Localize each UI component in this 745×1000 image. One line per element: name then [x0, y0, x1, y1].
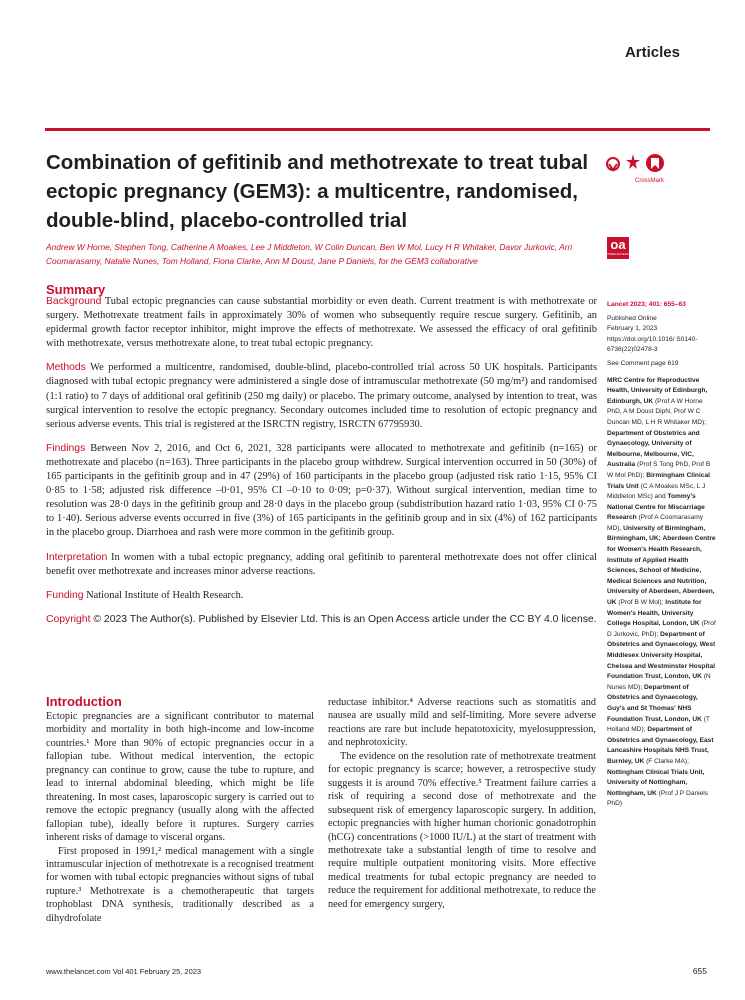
hand-icon [607, 158, 619, 170]
intro-column-left [46, 710, 314, 925]
header-rule [45, 128, 710, 131]
crossmark-icon[interactable] [646, 154, 664, 172]
published-label: Published Online [607, 314, 657, 322]
paragraph: Ectopic pregnancies are a significant contributor to maternal morbidity and mortality in both high-income and low-income countries.¹ More than 90% of ectopic pregnancies occur in a fallopian tube. Without medical intervention, the ectopic pregnancy can continue to grow, cause the tube to rupture, and lead to internal abdominal bleeding, which might be life threatening. In most cases, laparoscopic surgery is carried out to remove the ectopic pregnancy (usually along with the affected fallopian tube), ideally before it ruptures. Surgery carries inherent risks of damage to visceral organs. [46, 711, 314, 844]
page-number: 655 [692, 966, 707, 976]
oa-text: oa [610, 237, 626, 252]
funding-label: Funding [46, 589, 84, 601]
affiliations: MRC Centre for Reproductive Health, University of Edinburgh, Edinburgh, UK (Prof A W Horne PhD, A M Doust DipN, Prof W C Duncan MD, L H R Whitaker MD); Department of Obstetrics and Gynaecology, University of Melbourne, Melbourne, VIC, Australia (Prof S Tong PhD, Prof B W Mol PhD); Birmingham Clinical Trials Unit (C A Moakes MSc, L J Middleton MSc) and Tommy's National Centre for Miscarriage Research (Prof A Coomarasamy MD), University of Birmingham, Birmingham, UK; Aberdeen Centre for Women's Health Research, Institute of Applied Health Sciences, School of Medicine, Medical Sciences and Nutrition, University of Aberdeen, Aberdeen, UK (Prof B W Mol); Institute for Women's Health, University College Hospital, London, UK (Prof D Jurkovic, PhD); Department of Obstetrics and Gynaecology, West Middlesex University Hospital, Chelsea and Westminster Hospital Foundation Trust, London, UK (N Nunes MD); Department of Obstetrics and Gynaecology, Guy's and St Thomas' NHS Foundation Trust, London, UK (T Holland MD); Department of Obstetrics and Gynaecology, East Lancashire Hospitals NHS Trust, Burnley, UK (F Clarke MA); Nottingham Clinical Trials Unit, University of Nottingham, Nottingham, UK (Prof J P Daniels PhD) [607, 376, 716, 808]
abstract-funding: Funding National Institute of Health Research. [46, 589, 244, 601]
methods-label: Methods [46, 362, 86, 374]
open-access-icon [607, 237, 629, 259]
abstract-copyright: Copyright © 2023 The Author(s). Published by Elsevier Ltd. This is an Open Access article under the CC BY 4.0 license. [46, 613, 597, 625]
article-title: Combination of gefitinib and methotrexate to treat tubal ectopic pregnancy (GEM3): a multicentre, randomised, double-blind, placebo-controlled trial [46, 151, 589, 232]
background-label: Background [46, 296, 102, 307]
intro-column-right [328, 696, 596, 911]
paragraph: reductase inhibitor.⁴ Adverse reactions such as stomatitis and nausea are usually mild and self-limiting. More severe adverse reactions are rare but include hepatotoxicity, myelosuppression, and nephrotoxicity. [328, 697, 596, 749]
paragraph: First proposed in 1991,² medical management with a single intramuscular injection of methotrexate is a recognised treatment for women with tubal ectopic pregnancies without signs of tubal rupture.³ Methotrexate is a chemotherapeutic that targets trophoblast DNA synthesis, traditionally described as a dihydrofolate [46, 845, 314, 924]
abstract-findings: Findings Between Nov 2, 2016, and Oct 6, 2021, 328 participants were allocated to methotrexate and gefitinib (n=165) or methotrexate and placebo (n=163). Three participants in the placebo group withdrew. Surgical intervention occurred in 50 (30%) of 165 participants in the gefitinib group and in 47 (29%) of 160 participants in the placebo group (adjusted risk ratio 1·15, 95% CI 0·85 to 1·58; adjusted risk difference –0·01, 95% CI –0·10 to 0·09; p=0·37). Without surgical intervention, median time to resolution was 28·0 days in the gefitinib group and 28·0 days in the placebo group (subdistribution hazard ratio 1·03, 95% CI 0·75 to 1·40). Serious adverse events occurred in five (3%) of 165 participants in the gefitinib group and in six (4%) of 162 participants in the placebo group. Diarrhoea and rash were more common in the gefitinib group. [46, 442, 597, 539]
footer-journal: www.thelancet.com Vol 401 February 25, 2023 [46, 967, 202, 976]
abstract-interpretation: Interpretation In women with a tubal ectopic pregnancy, adding oral gefitinib to parenteral methotrexate does not offer clinical benefit over methotrexate and increases minor adverse reactions. [46, 551, 597, 577]
abstract-background: Background Tubal ectopic pregnancies can cause substantial morbidity or even death. Current treatment is with methotrexate or surgery. Methotrexate treatment fails in approximately 30% of women who subsequently require rescue surgery. Gefitinib, an epidermal growth factor receptor inhibitor, might improve the effects of methotrexate. We assessed the efficacy of oral gefitinib with methotrexate, versus methotrexate alone, to treat tubal ectopic pregnancy. [46, 296, 597, 350]
abstract-methods: Methods We performed a multicentre, randomised, double-blind, placebo-controlled trial across 50 UK hospitals. Participants diagnosed with tubal ectopic pregnancy were administered a single dose of intramuscular methotrexate (50 mg/m²) and randomised (1:1 ratio) to 7 days of additional oral gefitinib (250 mg daily) or placebo. The primary outcome, analysed by intention to treat, was surgical intervention to resolve the ectopic pregnancy. Secondary outcomes included time to resolution of ectopic pregnancy and serious adverse events. This trial is registered at the ISRCTN registry, ISRCTN 67795930. [46, 362, 597, 430]
doi-link[interactable]: https://doi.org/10.1016/ S0140-6736(22)02478-3 [607, 335, 698, 354]
published-date: February 1, 2023 [607, 325, 658, 333]
abstract [46, 295, 597, 637]
paragraph: The evidence on the resolution rate of methotrexate treatment for ectopic pregnancy is scarce; however, a retrospective study suggests it is around 70% effective.⁵ Treatment failure carries a risk of requiring a second dose of methotrexate and the subsequent risk of emergency laparoscopic surgery. In addition, ectopic pregnancies with higher human chorionic gonadotrophin (hCG) concentrations (>1000 IU/L) at the start of treatment with methotrexate take a substantial length of time to resolve and require multiple outpatient monitoring visits. More effective medical treatments for tubal ectopic pregnancy are needed to reduce the requirement for additional methotrexate, to reduce the need for emergency surgery, [328, 750, 596, 910]
summary-heading: Summary [46, 282, 106, 297]
star-icon [626, 154, 640, 169]
section-label: Articles [624, 44, 680, 61]
see-comment-link[interactable]: See Comment page 619 [607, 359, 679, 367]
introduction-heading: Introduction [46, 694, 122, 709]
citation: Lancet 2023; 401: 655–63 [607, 301, 686, 308]
findings-label: Findings [46, 442, 86, 454]
sidebar [607, 300, 717, 813]
interpretation-label: Interpretation [46, 551, 108, 563]
author-list: Andrew W Horne, Stephen Tong, Catherine A Moakes, Lee J Middleton, W Colin Duncan, Ben W Mol, Lucy H R Whitaker, Davor Jurkovic, Arri Coomarasamy, Natalie Nunes, Tom Holland, Fiona Clarke, Ann M Doust, Jane P Daniels, for the GEM3 collaborative [46, 242, 573, 266]
copyright-label: Copyright [46, 613, 91, 625]
crossmark-label[interactable]: CrossMark [635, 178, 665, 184]
oa-subtext: OPEN ACCESS [607, 252, 629, 256]
